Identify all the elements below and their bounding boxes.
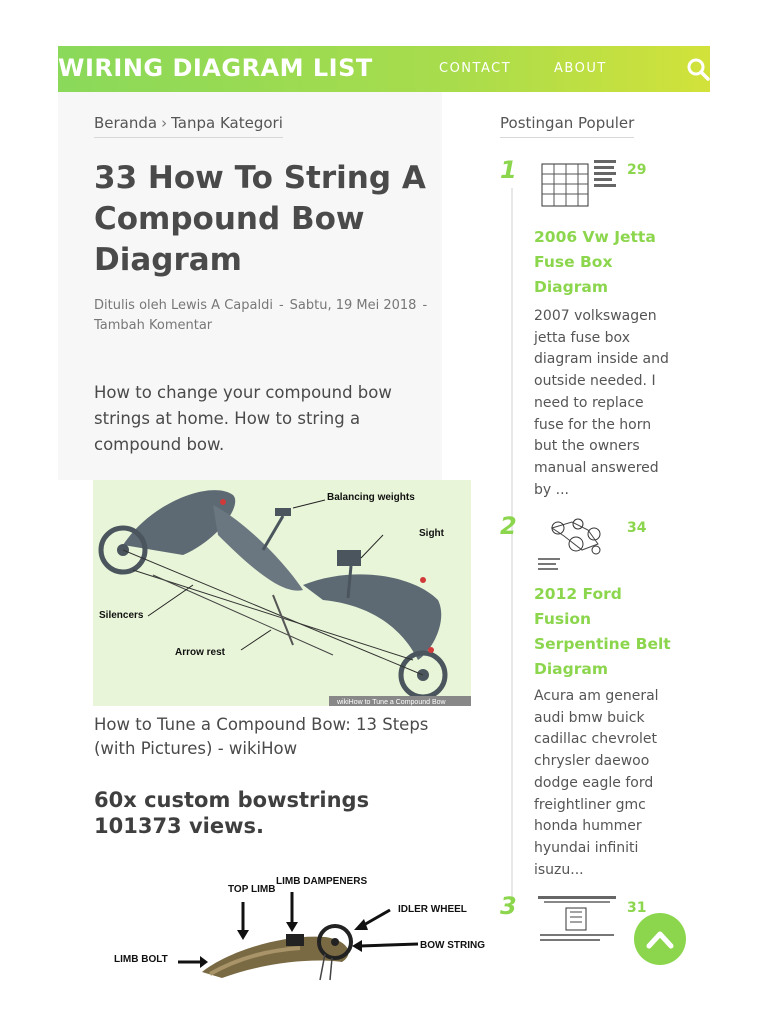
popular-rank-3: 3	[500, 892, 517, 920]
popular-2-title-link[interactable]: 2012 Ford Fusion Serpentine Belt Diagram	[534, 585, 671, 678]
popular-rank-1: 1	[500, 156, 517, 184]
chevron-up-icon	[646, 927, 674, 951]
popular-posts-timeline	[511, 188, 513, 903]
popular-1-excerpt: 2007 volkswagen jetta fuse box diagram inside and outside needed. I need to replace fuse for the horn but the owners manual answered by ...	[534, 308, 669, 498]
popular-3-views: 31	[627, 900, 647, 916]
bow-parts-diagram-image[interactable]	[110, 862, 485, 980]
breadcrumb-category-link[interactable]: Tanpa Kategori	[171, 114, 283, 132]
section-heading: 60x custom bowstrings 101373 views.	[94, 788, 370, 838]
label-idler-wheel: IDLER WHEEL	[398, 904, 467, 915]
sight-block	[337, 550, 361, 566]
popular-rank-2: 2	[500, 512, 517, 540]
label-arrow-rest: Arrow rest	[175, 647, 226, 658]
add-comment-link[interactable]: Tambah Komentar	[94, 318, 213, 333]
breadcrumb-separator: ›	[161, 114, 168, 132]
popular-posts-title: Postingan Populer	[500, 114, 634, 138]
popular-2-thumbnail[interactable]	[536, 514, 618, 574]
label-limb-bolt: LIMB BOLT	[114, 954, 168, 965]
popular-2-views: 34	[627, 520, 647, 536]
compound-bow-diagram-image[interactable]	[93, 480, 471, 706]
scroll-to-top-button[interactable]	[634, 913, 686, 965]
label-silencers: Silencers	[99, 610, 144, 621]
limb-dampener	[286, 934, 304, 946]
breadcrumb	[94, 114, 283, 138]
label-bow-string: BOW STRING	[420, 940, 485, 951]
popular-1-views: 29	[627, 162, 647, 178]
post-meta: Ditulis oleh Lewis A Capaldi - Sabtu, 19 Mei 2018 - Tambah Komentar	[94, 298, 428, 333]
top-navbar	[58, 46, 710, 92]
nav-contact-link[interactable]: CONTACT	[439, 61, 512, 76]
post-title: 33 How To String A Compound Bow Diagram	[94, 160, 426, 278]
balancing-weight	[275, 508, 291, 516]
post-author: Ditulis oleh Lewis A Capaldi	[94, 298, 273, 313]
post-intro: How to change your compound bow strings at home. How to string a compound bow.	[94, 383, 392, 454]
popular-1-title-link[interactable]: 2006 Vw Jetta Fuse Box Diagram	[534, 228, 656, 296]
label-top-limb: TOP LIMB	[228, 884, 276, 895]
label-limb-dampeners: LIMB DAMPENERS	[276, 876, 368, 887]
search-icon[interactable]	[686, 56, 712, 82]
label-sight: Sight	[419, 528, 444, 539]
breadcrumb-home-link[interactable]: Beranda	[94, 114, 158, 132]
post-date: Sabtu, 19 Mei 2018	[289, 298, 417, 313]
figure1-caption: How to Tune a Compound Bow: 13 Steps (with Pictures) - wikiHow	[94, 715, 429, 758]
popular-2-excerpt: Acura am general audi bmw buick cadillac chevrolet chrysler daewoo dodge eagle ford freightliner gmc honda hummer hyundai infiniti isuzu...	[534, 688, 659, 878]
site-brand[interactable]: WIRING DIAGRAM LIST	[58, 54, 373, 82]
popular-3-thumbnail[interactable]	[536, 894, 618, 954]
popular-1-thumbnail[interactable]	[536, 156, 618, 216]
image-watermark: wikiHow to Tune a Compound Bow	[337, 699, 446, 706]
nav-about-link[interactable]: ABOUT	[554, 61, 607, 76]
label-balancing-weights: Balancing weights	[327, 492, 415, 503]
